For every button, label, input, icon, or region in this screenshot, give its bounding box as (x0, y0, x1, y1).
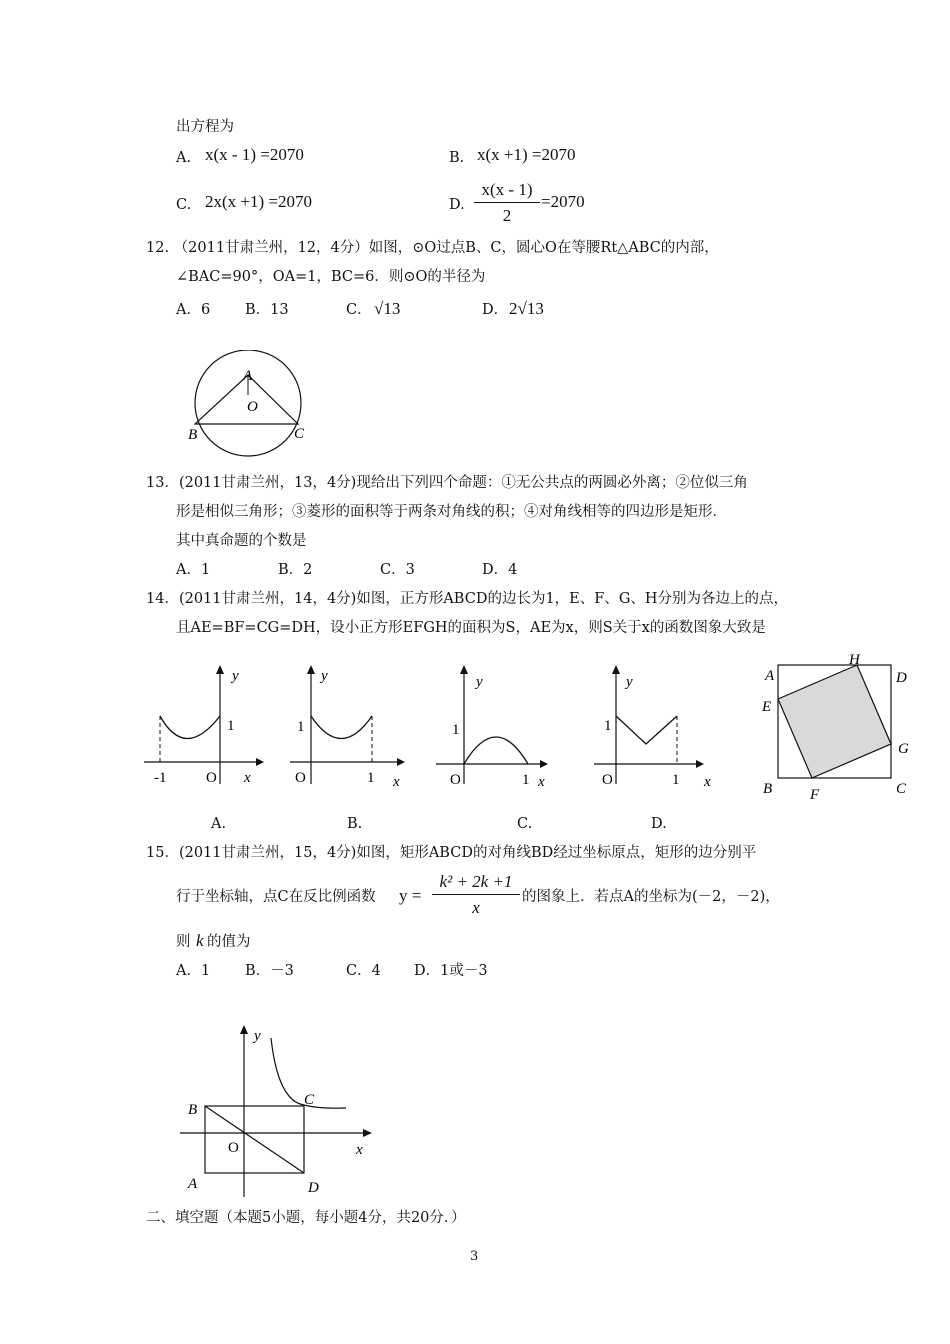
q11-option-a-label: A. (176, 150, 192, 166)
q13-line3: 其中真命题的个数是 (176, 533, 307, 549)
q15-line3-pre: 则 (176, 934, 191, 950)
graph-b-one-x: 1 (367, 770, 375, 786)
fig15-y-label: y (254, 1028, 261, 1044)
graph-c-x-label: x (538, 774, 545, 790)
graph-b-one-y: 1 (297, 719, 305, 735)
label-o: O (247, 399, 258, 415)
label-a: A (243, 368, 253, 384)
q11-option-b-label: B. (449, 150, 465, 166)
square-label-c: C (896, 781, 907, 797)
q12-line1: 12. （2011甘肃兰州，12，4分）如图，⊙O过点B、C，圆心O在等腰Rt△ABC的内部， (146, 240, 719, 256)
q15-option-c: C．4 (346, 963, 381, 979)
q11-option-d-fraction (474, 180, 540, 226)
q14-square-figure (755, 650, 925, 805)
q13-option-c: C．3 (380, 562, 415, 578)
q11-stem-tail: 出方程为 (176, 119, 234, 135)
graph-d-x-label: x (704, 774, 711, 790)
graph-c-caption: C. (517, 816, 533, 832)
q13-option-d: D．4 (482, 562, 518, 578)
fig15-label-c: C (304, 1092, 315, 1108)
q14-graph-d (590, 660, 720, 790)
graph-b-y-label: y (321, 668, 328, 684)
q12-option-d-label: D． (482, 302, 509, 318)
fig15-label-d: D (308, 1180, 319, 1196)
graph-d-one-y: 1 (604, 718, 612, 734)
square-label-d: D (896, 670, 907, 686)
q12-option-d-expr: 2√13 (509, 299, 544, 318)
fig15-label-b: B (188, 1102, 198, 1118)
square-label-e: E (762, 699, 772, 715)
q15-line3-post: 的值为 (207, 934, 251, 950)
q15-y-eq: y = (399, 886, 422, 905)
q15-fraction-denominator: x (472, 898, 480, 917)
q12-option-a: A．6 (176, 302, 211, 318)
section-2-heading: 二、填空题（本题5小题，每小题4分，共20分．） (146, 1210, 466, 1226)
graph-b-caption: B. (347, 816, 363, 832)
graph-c-one-x: 1 (522, 772, 530, 788)
q15-line2-pre: 行于坐标轴，点C在反比例函数 (176, 889, 376, 905)
q12-option-c-label: C． (346, 302, 372, 318)
graph-d-y-label: y (626, 674, 633, 690)
q12-line2: ∠BAC=90°，OA=1，BC=6．则⊙O的半径为 (176, 269, 486, 285)
q14-line2: 且AE=BF=CG=DH，设小正方形EFGH的面积为S，AE为x，则S关于x的函数图象大致是 (176, 620, 766, 636)
q11-option-c-label: C. (176, 197, 192, 213)
q15-fraction (432, 872, 520, 918)
q13-option-a: A．1 (176, 562, 211, 578)
q15-line1: 15．(2011甘肃兰州，15，4分)如图，矩形ABCD的对角线BD经过坐标原点，矩形的边分别平 (146, 845, 757, 861)
graph-a-neg-one: -1 (154, 770, 167, 786)
q11-option-d-rhs: =2070 (541, 192, 585, 211)
q15-line3-k: k (196, 931, 204, 950)
graph-a-y-label: y (232, 668, 239, 684)
graph-a-origin: O (206, 770, 217, 786)
q11-option-b-expr: x(x +1) =2070 (477, 145, 576, 164)
graph-a-caption: A. (211, 816, 227, 832)
graph-a-one: 1 (227, 718, 235, 734)
label-b: B (188, 427, 198, 443)
graph-d-caption: D. (651, 816, 667, 832)
label-c: C (294, 426, 305, 442)
q14-graph-b (285, 660, 415, 790)
q14-graph-a (140, 660, 270, 790)
q13-line2: 形是相似三角形；③菱形的面积等于两条对角线的积；④对角线相等的四边形是矩形． (176, 504, 727, 520)
q15-fraction-numerator: k² + 2k +1 (432, 872, 520, 895)
q11-option-a-expr: x(x - 1) =2070 (205, 145, 304, 164)
q11-option-c-expr: 2x(x +1) =2070 (205, 192, 312, 211)
q12-circle-figure (180, 350, 320, 460)
q15-option-d: D．1或－3 (414, 963, 488, 979)
q15-rectangle-figure (170, 1015, 390, 1205)
graph-b-x-label: x (393, 774, 400, 790)
square-label-h: H (849, 652, 860, 668)
q15-option-a: A．1 (176, 963, 211, 979)
fig15-x-label: x (356, 1142, 363, 1158)
q12-option-b: B．13 (245, 302, 289, 318)
q13-line1: 13．(2011甘肃兰州，13，4分)现给出下列四个命题：①无公共点的两圆必外离；②位似三角 (146, 475, 748, 491)
q15-option-b: B．－3 (245, 963, 294, 979)
page-number: 3 (470, 1249, 479, 1264)
q12-option-c-expr: √13 (374, 299, 401, 318)
square-label-f: F (810, 787, 820, 803)
q14-graph-c (432, 660, 562, 790)
fig15-origin: O (228, 1140, 239, 1156)
q11-option-d-label: D. (449, 197, 465, 213)
q11-option-d-numerator: x(x - 1) (474, 180, 540, 203)
graph-c-origin: O (450, 772, 461, 788)
fig15-label-a: A (188, 1176, 198, 1192)
graph-c-y-label: y (476, 674, 483, 690)
square-label-g: G (898, 741, 909, 757)
graph-c-one-y: 1 (452, 722, 460, 738)
graph-d-origin: O (602, 772, 613, 788)
graph-a-x-label: x (244, 770, 251, 786)
square-label-b: B (763, 781, 773, 797)
graph-b-origin: O (295, 770, 306, 786)
q11-option-d-denominator: 2 (502, 206, 512, 225)
q14-line1: 14．(2011甘肃兰州，14，4分)如图，正方形ABCD的边长为1，E、F、G、H分别为各边上的点， (146, 591, 789, 607)
q13-option-b: B．2 (278, 562, 313, 578)
graph-d-one-x: 1 (672, 772, 680, 788)
square-label-a: A (765, 668, 775, 684)
q15-line2-post: 的图象上．若点A的坐标为(－2，－2)， (522, 889, 780, 905)
